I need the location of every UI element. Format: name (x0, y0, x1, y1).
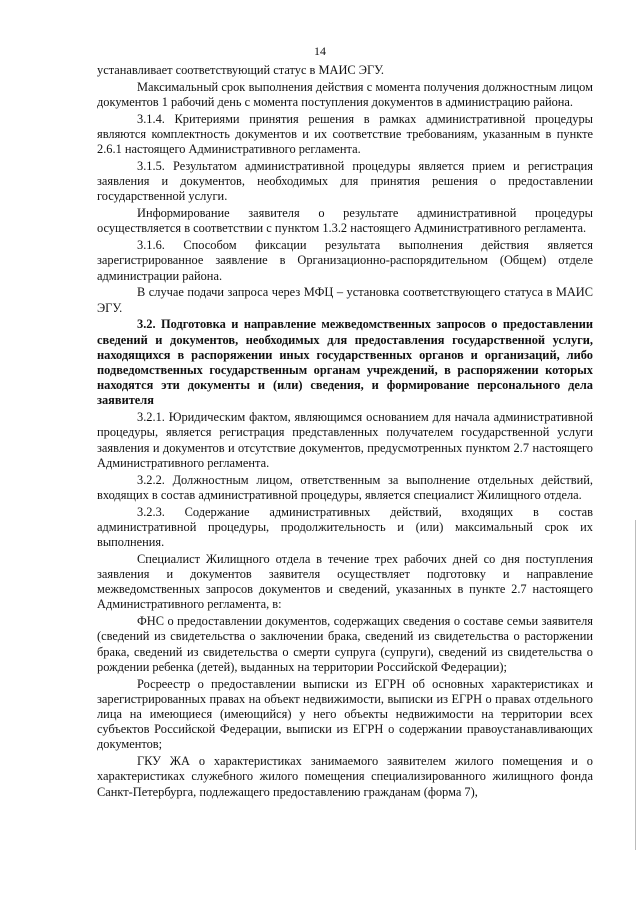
scan-edge-divider (635, 520, 636, 850)
paragraph: 3.1.5. Результатом административной процедуры является прием и регистрация заявления и документов, необходимых для принятия решения о предоставлении государственной услуги. (97, 159, 593, 204)
paragraph: Росреестр о предоставлении выписки из ЕГРН об основных характеристиках и зарегистрированных правах на объект недвижимости, выписки из ЕГРН о правах отдельного лица на имеющиеся (имеющийся) у него объекты недвижимости на территории всех субъектов Российской Федерации, выписки из ЕГРН о содержании правоустанавливающих документов; (97, 676, 593, 752)
paragraph: Специалист Жилищного отдела в течение трех рабочих дней со дня поступления заявления и документов заявителя осуществляет подготовку и направление межведомственных запросов документов и сведений, указанных в пункте 2.7 настоящего Административного регламента, в: (97, 551, 593, 612)
paragraph: ФНС о предоставлении документов, содержащих сведения о составе семьи заявителя (сведений из свидетельства о заключении брака, сведений из свидетельства о расторжении брака, сведений из свидетельства о смерти супруга (супруги), сведений из свидетельства о рождении ребенка (детей), выданных на территории Российской Федерации); (97, 614, 593, 674)
paragraph: Максимальный срок выполнения действия с момента получения должностным лицом документов 1 рабочий день с момента поступления документов в администрацию района. (97, 79, 593, 109)
paragraph: В случае подачи запроса через МФЦ – установка соответствующего статуса в МАИС ЭГУ. (97, 285, 593, 315)
paragraph: 3.1.6. Способом фиксации результата выполнения действия является зарегистрированное заявление в Организационно-распорядительном (Общем) отделе администрации района. (97, 238, 593, 283)
paragraph: Информирование заявителя о результате административной процедуры осуществляется в соответствии с пунктом 1.3.2 настоящего Административного регламента. (97, 206, 593, 236)
paragraph: ГКУ ЖА о характеристиках занимаемого заявителем жилого помещения и о характеристиках служебного жилого помещения специализированного жилищного фонда Санкт-Петербурга, подлежащего предоставлению гражданам (форма 7), (97, 754, 593, 799)
paragraph: 3.2.1. Юридическим фактом, являющимся основанием для начала административной процедуры, является регистрация представленных получателем государственной услуги заявления и документов и отсутствие документов, предусмотренных пунктом 2.7 настоящего Административного регламента. (97, 410, 593, 470)
document-body (97, 63, 593, 801)
page-number: 14 (314, 44, 326, 58)
paragraph: 3.2.3. Содержание административных действий, входящих в состав административной процедуры, продолжительность и (или) максимальный срок их выполнения. (97, 504, 593, 550)
paragraph: 3.2.2. Должностным лицом, ответственным за выполнение отдельных действий, входящих в состав административной процедуры, является специалист Жилищного отдела. (97, 472, 593, 502)
section-heading: 3.2. Подготовка и направление межведомственных запросов о предоставлении сведений и документов, необходимых для предоставления государственной услуги, находящихся в распоряжении иных государственных органов и организаций, либо подведомственных государственным органам учреждений, в распоряжении которых находятся эти документы и (или) сведения, и формирование персонального дела заявителя (97, 317, 593, 408)
paragraph: устанавливает соответствующий статус в МАИС ЭГУ. (97, 63, 384, 77)
paragraph: 3.1.4. Критериями принятия решения в рамках административной процедуры являются комплектность документов и их соответствие требованиям, указанным в пункте 2.6.1 настоящего Административного регламента. (97, 111, 593, 157)
